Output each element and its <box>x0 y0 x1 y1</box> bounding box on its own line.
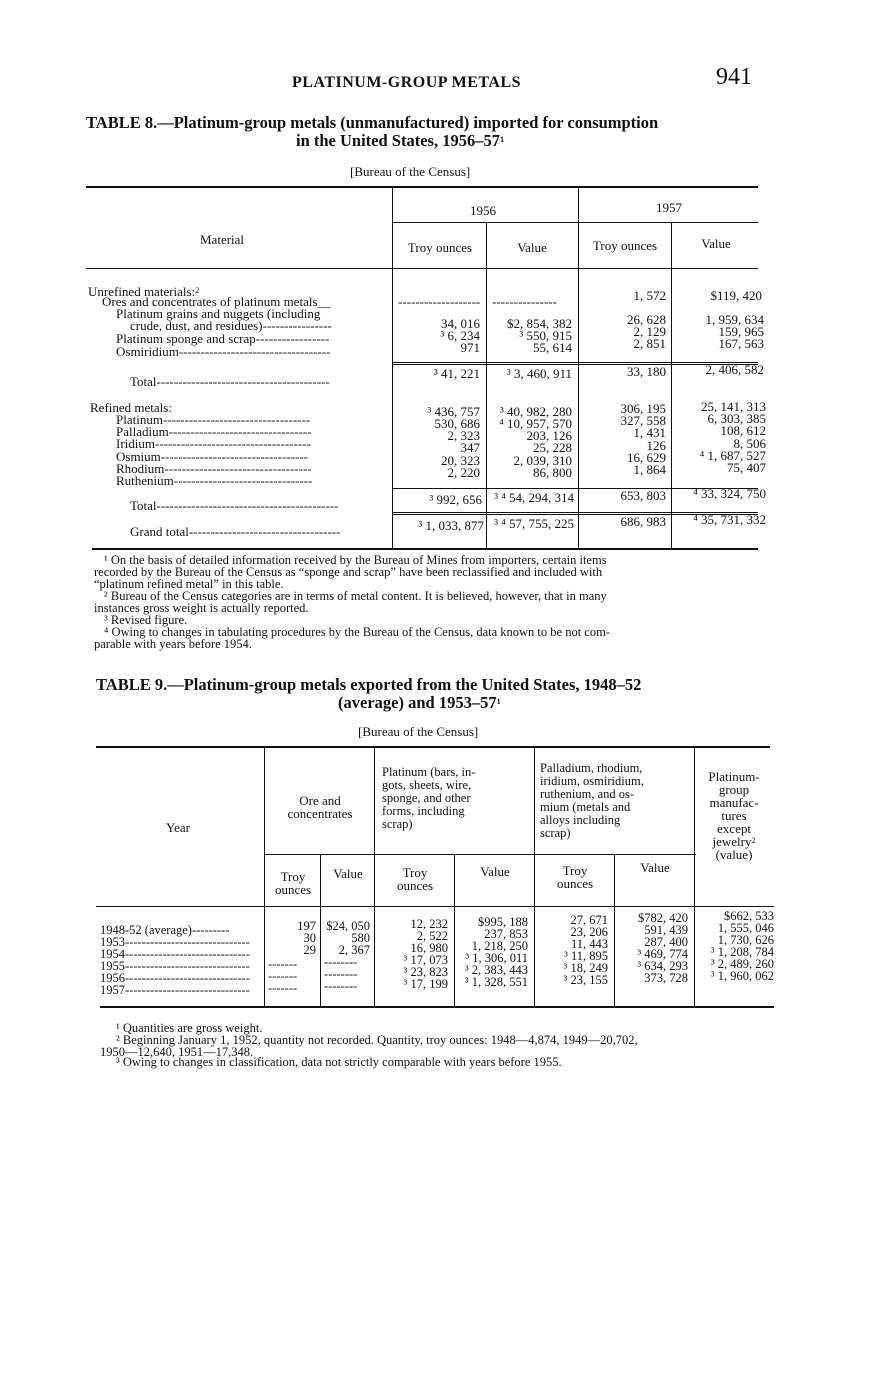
table9-year: 1948-52 (average)--------- <box>100 923 230 937</box>
table8-cell: 6, 303, 385 <box>707 411 766 426</box>
table8-source: [Bureau of the Census] <box>350 164 471 179</box>
table8-row-label: Platinum---------------------------------- <box>116 412 311 427</box>
table8-footnote: instances gross weight is actually reported. <box>94 601 309 615</box>
table9-cell: 11, 443 <box>570 937 608 951</box>
table8-row-label: Platinum grains and nuggets (including <box>116 306 321 321</box>
table9-cell: ³ 1, 328, 551 <box>464 975 528 989</box>
table8-cell: 75, 407 <box>727 460 766 475</box>
table8-footnote: ² Bureau of the Census categories are in terms of metal content. It is believed, however, that in many <box>104 589 607 603</box>
table8-cell: 653, 803 <box>620 488 666 503</box>
table8-cell: 167, 563 <box>718 336 764 351</box>
table8-row-label: Rhodium---------------------------------- <box>116 461 312 476</box>
table8-cell: ⁴ 10, 957, 570 <box>499 416 572 431</box>
table9-cell: ³ 23, 155 <box>563 973 608 987</box>
table8-header-1957: 1957 <box>656 200 682 215</box>
table8-cell: 2, 406, 582 <box>705 362 764 377</box>
table8-row-label: Palladium--------------------------------- <box>116 424 312 439</box>
table8-header-value-1957: Value <box>701 236 731 251</box>
table9-cell: ³ 2, 489, 260 <box>710 957 774 971</box>
table8-cell: ³ 41, 221 <box>433 366 480 381</box>
table8-cell: 530, 686 <box>434 416 480 431</box>
table9-footnote: ² Beginning January 1, 1952, quantity not recorded. Quantity, troy ounces: 1948—4,874, 1949—20,702, <box>116 1033 638 1047</box>
table9-cell: 373, 728 <box>644 971 688 985</box>
table8-footnote: ⁴ Owing to changes in tabulating procedures by the Bureau of the Census, data known to be not com- <box>104 625 610 639</box>
table8-cell: 25, 228 <box>533 440 572 455</box>
table8-cell: ³ 40, 982, 280 <box>499 404 572 419</box>
table9-cell: 237, 853 <box>484 927 528 941</box>
table8-header-value-1956: Value <box>517 240 547 255</box>
table9-cell: ³ 23, 823 <box>403 965 448 979</box>
table8-row-label: Platinum sponge and scrap----------------- <box>116 331 330 346</box>
table8-cell: ⁴ 33, 324, 750 <box>693 486 766 501</box>
table8-row-label: Iridium------------------------------------ <box>116 436 311 451</box>
table8-section-unrefined: Unrefined materials:$^2$ <box>88 284 200 299</box>
table8-header-material: Material <box>200 232 245 247</box>
table8-cell: 327, 558 <box>620 413 666 428</box>
table8-cell: 2, 129 <box>633 324 666 339</box>
table8-header-troy-1957: Troy ounces <box>592 238 658 253</box>
table8-cell: ³ 1, 033, 877 <box>418 518 484 533</box>
table8-total-refined-label: Total------------------------------------------ <box>130 498 339 513</box>
table8-cell: 971 <box>460 340 480 355</box>
table9-source: [Bureau of the Census] <box>358 724 479 739</box>
table8-footnote: “platinum refined metal” in this table. <box>94 577 284 591</box>
table8-cell: 347 <box>460 440 480 455</box>
table8-cell: 203, 126 <box>526 428 572 443</box>
table9-cell: $782, 420 <box>638 911 688 925</box>
table9-footnote: ³ Owing to changes in classification, data not strictly comparable with years before 1955. <box>116 1055 562 1069</box>
table8-row-label: Ores and concentrates of platinum metals__ <box>102 294 331 309</box>
table8-cell: 306, 195 <box>620 401 666 416</box>
table9-cell: 2, 367 <box>338 943 370 957</box>
table8-title-line1: TABLE 8.—Platinum-group metals (unmanufactured) imported for consumption <box>86 113 659 132</box>
table9-cell: ³ 469, 774 <box>637 947 688 961</box>
table9-cell: ³ 17, 199 <box>403 977 448 991</box>
table9-subheader-value: Value <box>480 864 510 879</box>
table8-row-label: Ruthenium-------------------------------- <box>116 473 313 488</box>
table8-cell: 2, 039, 310 <box>513 453 572 468</box>
table9-title-line2: (average) and $1953-57^1$ <box>338 693 501 712</box>
table8-cell: 1, 864 <box>633 462 666 477</box>
table9-footnote: 1950—12,640, 1951—17,348. <box>100 1045 254 1059</box>
table8-section-refined: Refined metals: <box>90 400 172 415</box>
table8-title-line2: in the United States, $1956-57^1$ <box>296 131 504 150</box>
table8-cell: ³ 6, 234 <box>440 328 480 343</box>
table9-cell: 2, 522 <box>416 929 448 943</box>
table9-subheader-troy: Troy ounces <box>556 863 594 891</box>
table9-cell: 197 <box>297 919 316 933</box>
table8-footnote: recorded by the Bureau of the Census as “sponge and scrap” have been reclassified and included with <box>94 565 603 579</box>
table8-cell: 108, 612 <box>720 423 766 438</box>
table8-cell: 25, 141, 313 <box>701 399 766 414</box>
table9-header-ore: Ore and concentrates <box>287 793 353 821</box>
table9-subheader-troy: Troy ounces <box>396 865 434 893</box>
table9-cell: 287, 400 <box>644 935 688 949</box>
table8-grand-total-label: Grand total----------------------------------- <box>130 524 341 539</box>
table9-cell: 580 <box>351 931 370 945</box>
table9-cell: $995, 188 <box>478 915 528 929</box>
table9-cell: ³ 2, 383, 443 <box>464 963 528 977</box>
table8-cell: ³ 3, 460, 911 <box>506 366 572 381</box>
table8-cell: 1, 572 <box>633 288 666 303</box>
table9-cell: $662, 533 <box>724 909 774 923</box>
table8-cell: 8, 506 <box>733 436 766 451</box>
table9-cell: $24, 050 <box>326 919 370 933</box>
table8-cell: ⁴ 1, 687, 527 <box>699 448 766 463</box>
table9-cell: ³ 1, 208, 784 <box>710 945 774 959</box>
table8-cell: ³ ⁴ 57, 755, 225 <box>494 516 574 531</box>
table8-cell: $2, 854, 382 <box>507 316 572 331</box>
table9-subheader-troy: Troy ounces <box>274 869 312 897</box>
table8-cell: 16, 629 <box>627 450 666 465</box>
running-head: PLATINUM-GROUP METALS <box>292 74 522 91</box>
table9-year: 1957------------------------------ <box>100 983 250 997</box>
table8-cell: 2, 851 <box>633 336 666 351</box>
table8-cell: 33, 180 <box>627 364 666 379</box>
table8-header-1956: 1956 <box>470 203 496 218</box>
table9-cell: ³ 17, 073 <box>403 953 448 967</box>
table9-cell: 30 <box>303 931 316 945</box>
table8-cell: 55, 614 <box>533 340 572 355</box>
table8-cell: 34, 016 <box>441 316 480 331</box>
table9-title-line1: TABLE 9.—Platinum-group metals exported from the United States, 1948–52 <box>96 675 642 694</box>
table9-cell: 1, 555, 046 <box>717 921 774 935</box>
table8-cell: ³ 992, 656 <box>429 492 482 507</box>
table9-cell: 1, 730, 626 <box>717 933 774 947</box>
table8-cell: 26, 628 <box>627 312 666 327</box>
table8-cell: 20, 323 <box>441 453 480 468</box>
table9-cell: 27, 671 <box>570 913 608 927</box>
table8-footnote: ³ Revised figure. <box>104 613 188 627</box>
table8-cell: ³ ⁴ 54, 294, 314 <box>494 490 574 505</box>
table9-cell: 29 <box>303 943 316 957</box>
table8-cell: 2, 220 <box>447 465 480 480</box>
table9-year: 1954------------------------------ <box>100 947 250 961</box>
table8-cell: 1, 959, 634 <box>705 312 764 327</box>
table8-cell: 159, 965 <box>718 324 764 339</box>
table9-cell: 591, 439 <box>644 923 688 937</box>
table8-cell: 126 <box>646 438 666 453</box>
table8-cell: ³ 550, 915 <box>519 328 572 343</box>
table9-subheader-value: Value <box>640 860 670 875</box>
table8-cell: ⁴ 35, 731, 332 <box>693 512 766 527</box>
table9-year: 1956------------------------------ <box>100 971 250 985</box>
table9-cell: ³ 18, 249 <box>563 961 608 975</box>
table8-row-label: Osmium---------------------------------- <box>116 449 308 464</box>
table9-cell: ³ 1, 306, 011 <box>465 951 528 965</box>
table8-cell: ³ 436, 757 <box>427 404 480 419</box>
table9-header-palladium: Palladium, rhodium, iridium, osmiridium, ruthenium, and os- mium (metals and alloys including scrap) <box>540 761 644 840</box>
table9-footnote: ¹ Quantities are gross weight. <box>116 1021 263 1035</box>
table8-row-label: Osmiridium----------------------------------- <box>116 344 331 359</box>
table9-cell: ³ 1, 960, 062 <box>710 969 774 983</box>
table8-cell: 1, 431 <box>633 425 666 440</box>
table9-header-platinum: Platinum (bars, in- gots, sheets, wire, sponge, and other forms, including scrap) <box>382 765 476 831</box>
table8-footnote: ¹ On the basis of detailed information received by the Bureau of Mines from importers, certain items <box>104 553 607 567</box>
table9-header-manufactures: Platinum- group manufac- tures except jewelry$^2$ (value) <box>708 769 760 862</box>
table9-cell: 12, 232 <box>410 917 448 931</box>
table8-row-label: crude, dust, and residues)---------------- <box>130 318 332 333</box>
table8-cell: 686, 983 <box>620 514 666 529</box>
table9-year: 1953------------------------------ <box>100 935 250 949</box>
table9-cell: 23, 206 <box>570 925 608 939</box>
table9-cell: 16, 980 <box>410 941 448 955</box>
table8-cell: 86, 800 <box>533 465 572 480</box>
page-number: 941 <box>716 64 752 90</box>
table9-year: 1955------------------------------ <box>100 959 250 973</box>
table8-footnote: parable with years before 1954. <box>94 637 252 651</box>
table9-cell: 1, 218, 250 <box>471 939 528 953</box>
table9-header-year: Year <box>166 820 190 835</box>
table8-cell: 2, 323 <box>447 428 480 443</box>
table8-total-unrefined-label: Total---------------------------------------- <box>130 374 330 389</box>
table8-header-troy-1956: Troy ounces <box>407 240 473 255</box>
table9-cell: ³ 11, 895 <box>564 949 608 963</box>
table9-cell: ³ 634, 293 <box>637 959 688 973</box>
table9-subheader-value: Value <box>333 866 363 881</box>
table8-cell: $119, 420 <box>710 288 762 303</box>
